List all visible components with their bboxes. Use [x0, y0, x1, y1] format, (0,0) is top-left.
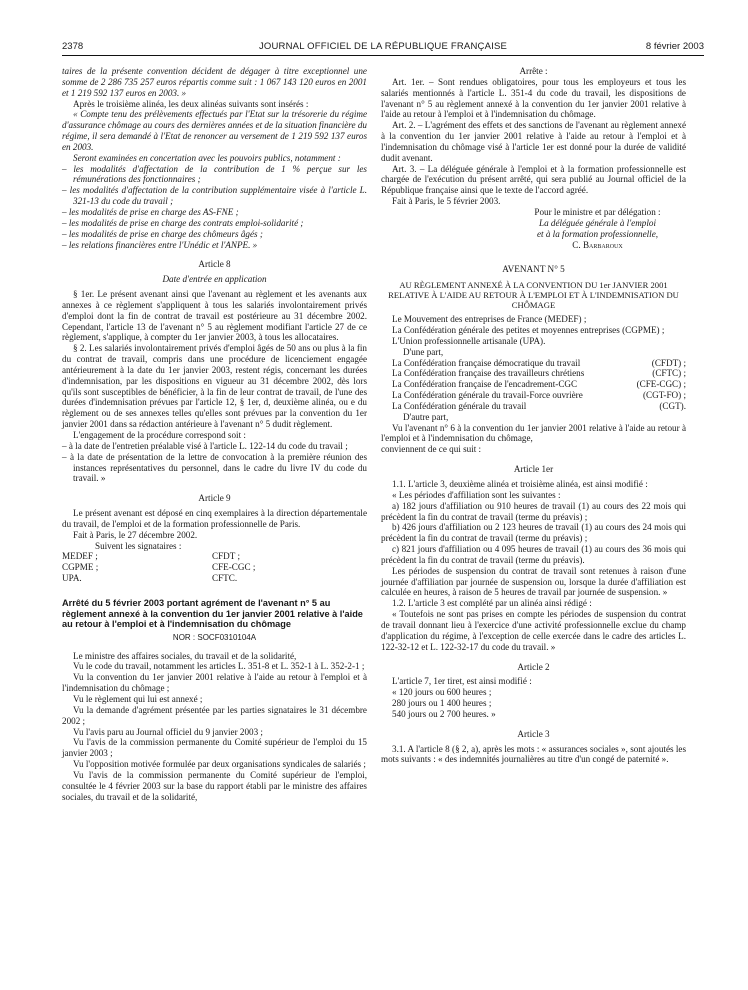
paragraph: Les périodes de suspension du contrat de travail sont retenues à raison d'une journée d'affiliation par journée de suspension ou, lorsque la durée d'affiliation est calculée en heures, à raison de 5 heures de travail par journée de suspension. »	[381, 565, 686, 598]
paragraph: 1.2. L'article 3 est complété par un alinéa ainsi rédigé :	[392, 598, 592, 609]
signatory-row: CGPME ; CFE-CGC ;	[62, 562, 256, 573]
paragraph: L'article 7, 1er tiret, est ainsi modifié :	[392, 676, 532, 687]
party-line: La Confédération française des travailleurs chrétiens (CFTC) ;	[392, 368, 686, 379]
paragraph: Le présent avenant est déposé en cinq exemplaires à la direction départementale du travail, de l'emploi et de la formation professionnelle de Paris.	[62, 508, 367, 529]
paragraph: Vu l'avis de la commission permanente du Comité supérieur de l'emploi du 15 janvier 2003 ;	[62, 737, 367, 759]
list-item: 540 jours ou 2 700 heures. »	[392, 708, 496, 719]
decree-title: Arrêté du 5 février 2003 portant agrément de l'avenant n° 5 au règlement annexé à la convention du 1er janvier 2001 relative à l'aide au retour à l'emploi et à l'indemnisation du chômage	[62, 597, 363, 630]
list-item: « 120 jours ou 600 heures ;	[392, 687, 492, 698]
paragraph: Vu la demande d'agrément présentée par les parties signataires le 31 décembre 2002 ;	[62, 704, 367, 726]
article-heading: Article 9	[198, 493, 231, 504]
article-heading: Article 8	[198, 259, 231, 270]
party-line: L'Union professionnelle artisanale (UPA).	[392, 335, 546, 346]
avenant-title: AVENANT N° 5	[502, 264, 565, 275]
paragraph: 1.1. L'article 3, deuxième alinéa et troisième alinéa, est ainsi modifié :	[392, 479, 648, 489]
paragraph: Vu le règlement qui lui est annexé ;	[73, 693, 203, 704]
party-line: La Confédération générale des petites et moyennes entreprises (CGPME) ;	[392, 325, 665, 336]
avenant-subtitle: AU RÈGLEMENT ANNEXÉ À LA CONVENTION DU 1er JANVIER 2001 RELATIVE À L'AIDE AU RETOUR À L'EMPLOI ET À L'INDEMNISATION DU CHÔMAGE	[388, 280, 679, 311]
nor-reference: NOR : SOCF0310104A	[172, 632, 257, 642]
journal-title: JOURNAL OFFICIEL DE LA RÉPUBLIQUE FRANÇAISE	[258, 41, 508, 52]
signatory-row: UPA. CFTC.	[62, 573, 238, 584]
paragraph: Le ministre des affaires sociales, du travail et de la solidarité,	[73, 650, 297, 661]
paragraph: 3.1. A l'article 8 (§ 2, a), après les mots : « assurances sociales », sont ajoutés les mots suivants : « des indemnités journalières au titre d'un congé de paternité ».	[381, 743, 686, 765]
paragraph: Suivent les signataires :	[95, 540, 182, 551]
paragraph: Fait à Paris, le 27 décembre 2002.	[73, 529, 198, 540]
paragraph: D'une part,	[403, 346, 444, 357]
list-item: 280 jours ou 1 400 heures ;	[392, 698, 492, 709]
list-item: a) 182 jours d'affiliation ou 910 heures de travail (1) au cours des 22 mois qui précèdent la fin du contrat de travail (terme du préavis) ;	[381, 500, 686, 522]
list-item: – les modalités de prise en charge des contrats emploi-solidarité ;	[62, 217, 304, 228]
list-item: – les relations financières entre l'Unédic et l'ANPE. »	[62, 239, 258, 250]
list-item: – à la date de présentation de la lettre de convocation à la première réunion des instances représentatives du personnel, dans le cadre du livre IV du code du travail. »	[62, 451, 367, 484]
party-line: La Confédération générale du travail (CGT).	[392, 400, 686, 411]
paragraph: L'engagement de la procédure correspond soit :	[73, 430, 246, 440]
list-item: – les modalités d'affectation de la contribution supplémentaire visée à l'article L. 321-13 du code du travail ;	[62, 185, 367, 207]
paragraph: § 2. Les salariés involontairement privés d'emploi âgés de 50 ans ou plus à la fin du contrat de travail, compris dans une procédure de licenciement engagée antérieurement à la date du 1er janvier 2003, restent régis, concernant les durées d'indemnisation, par les dispositions en vigueur au 31 décembre 2002, dès lors qu'ils sont susceptibles de bénéficier, à la fin de leur contrat de travail, de l'une des durées d'indemnisation prévues par l'article 12, § 1er, d, deuxième alinéa, ou e du règlement ou de ses annexes telles qu'elles sont prévues par la convention du 1er janvier 2001 dans sa rédaction antérieure à l'avenant n° 5 dudit règlement.	[62, 343, 367, 430]
list-item: – les modalités d'affectation de la contribution de 1 % perçue sur les rémunérations des fonctionnaires ;	[62, 163, 367, 185]
right-column	[381, 66, 686, 765]
article-paragraph: Art. 1er. – Sont rendues obligatoires, pour tous les employeurs et tous les salariés mentionnés à l'article L. 351-4 du code du travail, les dispositions de l'avenant n° 5 au règlement annexé à la convention du 1er janvier 2001 relative à l'aide au retour à l'emploi et à l'indemnisation du chômage.	[381, 76, 686, 120]
article-heading: Article 2	[517, 661, 550, 672]
list-item: – à la date de l'entretien préalable visé à l'article L. 122-14 du code du travail ;	[62, 440, 348, 451]
paragraph: Fait à Paris, le 5 février 2003.	[392, 196, 501, 207]
paragraph: Vu le code du travail, notamment les articles L. 351-8 et L. 352-1 à L. 352-2-1 ;	[73, 661, 365, 672]
paragraph: taires de la présente convention décident de dégager à titre exceptionnel une somme de 2 286 735 257 euros répartis comme suit : 1 067 143 120 euros en 2001 et 1 219 592 137 euros en 2003. »	[62, 66, 367, 98]
list-item: – les modalités de prise en charge des chômeurs âgés ;	[62, 228, 263, 239]
article-subheading: Date d'entrée en application	[162, 274, 267, 285]
article-paragraph: Art. 3. – La déléguée générale à l'emploi et à la formation professionnelle est chargée de l'exécution du présent arrêté, qui sera publié au Journal officiel de la République française ainsi que le texte de l'accord agréé.	[381, 163, 686, 196]
paragraph: D'autre part,	[403, 411, 449, 422]
paragraph: Vu l'avis paru au Journal officiel du 9 janvier 2003 ;	[73, 726, 263, 737]
paragraph: Vu l'opposition motivée formulée par deux organisations syndicales de salariés ;	[73, 759, 366, 770]
issue-date: 8 février 2003	[645, 41, 704, 52]
paragraph: Seront examinées en concertation avec les pouvoirs publics, notamment :	[73, 152, 341, 163]
paragraph: « Toutefois ne sont pas prises en compte les périodes de suspension du contrat de travail donnant lieu à l'exercice d'une activité professionnelle exclue du champ d'application du régime, à l'exception de celle exercée dans le cadre des articles L. 122-32-12 et L. 122-32-17 du code du travail. »	[381, 609, 686, 652]
paragraph: conviennent de ce qui suit :	[381, 444, 482, 455]
left-column	[62, 66, 367, 802]
paragraph: « Les périodes d'affiliation sont les suivantes :	[392, 489, 561, 500]
list-item: – les modalités de prise en charge des AS-FNE ;	[62, 206, 239, 217]
paragraph: § 1er. Le présent avenant ainsi que l'avenant au règlement et les avenants aux annexes à ce règlement s'appliquent à tous les salariés involontairement privés d'emploi dont la fin de contrat de travail est postérieure au 31 décembre 2002. Cependant, l'article 13 de l'avenant n° 5 au règlement modifiant l'article 27 de ce règlement, s'applique, à compter du 1er janvier 2003, à tous les allocataires.	[62, 289, 367, 343]
article-heading: Article 1er	[513, 464, 554, 475]
signature-line: et à la formation professionnelle,	[536, 228, 659, 239]
paragraph: Vu l'avis de la commission permanente du Comité supérieur de l'emploi, consultée le 4 février 2003 sur la base du rapport établi par le ministre des affaires sociales, du travail et de la solidarité,	[62, 769, 367, 802]
article-paragraph: Art. 2. – L'agrément des effets et des sanctions de l'avenant au règlement annexé à la convention du 1er janvier 2001 relative à l'aide au retour à l'emploi et à l'indemnisation du chômage visé à l'article 1er est donné pour la durée de validité dudit avenant.	[381, 120, 686, 163]
article-heading: Article 3	[517, 728, 550, 739]
paragraph: Vu l'avenant n° 6 à la convention du 1er janvier 2001 relative à l'aide au retour à l'emploi et à l'indemnisation du chômage,	[381, 422, 686, 444]
page-header	[62, 41, 704, 55]
signatory-row: MEDEF ; CFDT ;	[62, 551, 240, 562]
paragraph: « Compte tenu des prélèvements effectués par l'Etat sur la trésorerie du régime d'assurance chômage au cours des dernières années et de la situation financière du régime, il sera demandé à l'Etat de renoncer au versement de 1 219 592 137 euros en 2003.	[62, 109, 367, 152]
party-line: La Confédération française démocratique du travail (CFDT) ;	[392, 357, 686, 368]
header-rule	[62, 55, 704, 56]
paragraph: Vu la convention du 1er janvier 2001 relative à l'aide au retour à l'emploi et à l'indemnisation du chômage ;	[62, 672, 367, 694]
page-number: 2378	[62, 41, 84, 52]
paragraph: Après le troisième alinéa, les deux alinéas suivants sont insérés :	[73, 98, 309, 109]
paragraph: Arrête :	[519, 66, 548, 76]
list-item: c) 821 jours d'affiliation ou 4 095 heures de travail (1) au cours des 36 mois qui précèdent la fin du contrat de travail (terme du préavis).	[381, 544, 686, 565]
list-item: b) 426 jours d'affiliation ou 2 123 heures de travail (1) au cours des 24 mois qui précèdent la fin du contrat de travail (terme du préavis) ;	[381, 522, 686, 544]
party-line: Le Mouvement des entreprises de France (MEDEF) ;	[392, 314, 587, 325]
party-line: La Confédération générale du travail-Force ouvrière (CGT-FO) ;	[392, 390, 686, 401]
party-line: La Confédération française de l'encadrement-CGC (CFE-CGC) ;	[392, 379, 686, 390]
signature-line: La déléguée générale à l'emploi	[539, 217, 656, 228]
signature-line: Pour le ministre et par délégation :	[534, 206, 661, 217]
signature-name: C. Barbaroux	[572, 239, 623, 250]
